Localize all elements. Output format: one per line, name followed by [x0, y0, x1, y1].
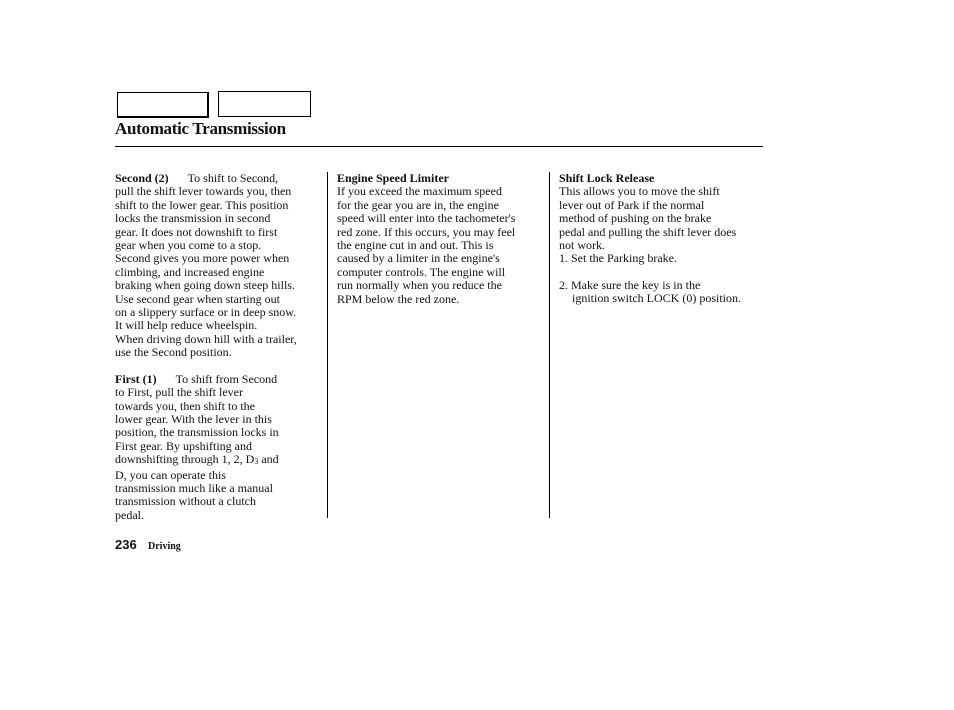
paragraph-gap — [559, 266, 764, 279]
engine-limiter-line: run normally when you reduce the — [337, 278, 502, 293]
first-line: First gear. By upshifting and — [115, 438, 252, 453]
shift-lock-step-1: 1. Set the Parking brake. — [559, 251, 677, 266]
first-line: pedal. — [115, 507, 144, 522]
second-line: shift to the lower gear. This position — [115, 197, 289, 212]
first-line: transmission without a clutch — [115, 494, 256, 509]
column-shift-lock-release — [559, 172, 764, 306]
page-title: Automatic Transmission — [115, 119, 286, 138]
engine-limiter-line: computer controls. The engine will — [337, 264, 506, 279]
first-first-line — [115, 373, 325, 386]
d3-subscript: 3 — [254, 457, 259, 467]
first-line: position, the transmission locks in — [115, 425, 279, 440]
shift-lock-line: lever out of Park if the normal — [559, 197, 705, 212]
second-line: Second gives you more power when — [115, 251, 290, 266]
second-first-line — [115, 172, 325, 185]
second-line: gear. It does not downshift to first — [115, 224, 278, 239]
d3-prefix: downshifting through 1, 2, D — [115, 452, 255, 467]
section-label: Driving — [148, 541, 181, 552]
second-line: on a slippery surface or in deep snow. — [115, 305, 297, 320]
engine-limiter-line: speed will enter into the tachometer's — [337, 211, 516, 226]
second-line: Use second gear when starting out — [115, 291, 280, 306]
shift-lock-step-2-cont: ignition switch LOCK (0) position. — [572, 291, 741, 306]
shift-lock-line: not work. — [559, 238, 605, 253]
column-divider-2 — [549, 172, 550, 518]
column-second-first — [115, 172, 325, 522]
shift-lock-step-2: 2. Make sure the key is in the — [559, 277, 701, 292]
first-line: to First, pull the shift lever — [115, 385, 243, 400]
first-line: lower gear. With the lever in this — [115, 411, 272, 426]
shift-lock-line: This allows you to move the shift — [559, 184, 720, 199]
second-line: When driving down hill with a trailer, — [115, 331, 297, 346]
header-tab-box-1 — [117, 92, 209, 118]
column-engine-speed-limiter — [337, 172, 547, 306]
second-line: It will help reduce wheelspin. — [115, 318, 258, 333]
d3-suffix: and — [258, 452, 279, 467]
shift-lock-line: method of pushing on the brake — [559, 211, 712, 226]
page-number: 236 — [115, 537, 137, 552]
second-line: use the Second position. — [115, 345, 232, 360]
second-heading: Second (2) — [115, 171, 169, 185]
first-line: towards you, then shift to the — [115, 398, 255, 413]
engine-limiter-line: If you exceed the maximum speed — [337, 184, 502, 199]
section-first — [115, 373, 325, 522]
second-line: pull the shift lever towards you, then — [115, 184, 292, 199]
first-heading: First (1) — [115, 371, 157, 386]
second-line: climbing, and increased engine — [115, 264, 265, 279]
engine-limiter-line: the engine cut in and out. This is — [337, 238, 494, 253]
first-line-d3 — [115, 453, 325, 468]
section-second — [115, 172, 325, 360]
first-line: D, you can operate this — [115, 467, 226, 482]
engine-limiter-line: red zone. If this occurs, you may feel — [337, 224, 516, 239]
header-tab-box-2 — [218, 91, 311, 117]
second-line: locks the transmission in second — [115, 211, 271, 226]
shift-lock-heading: Shift Lock Release — [559, 171, 655, 185]
title-divider — [115, 146, 763, 147]
engine-limiter-line: caused by a limiter in the engine's — [337, 251, 500, 266]
engine-limiter-line: for the gear you are in, the engine — [337, 197, 499, 212]
column-divider-1 — [327, 172, 328, 518]
first-first-text: To shift from Second — [175, 371, 278, 386]
shift-lock-line: pedal and pulling the shift lever does — [559, 224, 737, 239]
second-first-text: To shift to Second, — [187, 171, 279, 185]
second-line: gear when you come to a stop. — [115, 238, 262, 253]
second-line: braking when going down steep hills. — [115, 278, 295, 293]
engine-limiter-line: RPM below the red zone. — [337, 291, 460, 306]
engine-limiter-heading: Engine Speed Limiter — [337, 171, 450, 185]
first-line: transmission much like a manual — [115, 480, 273, 495]
